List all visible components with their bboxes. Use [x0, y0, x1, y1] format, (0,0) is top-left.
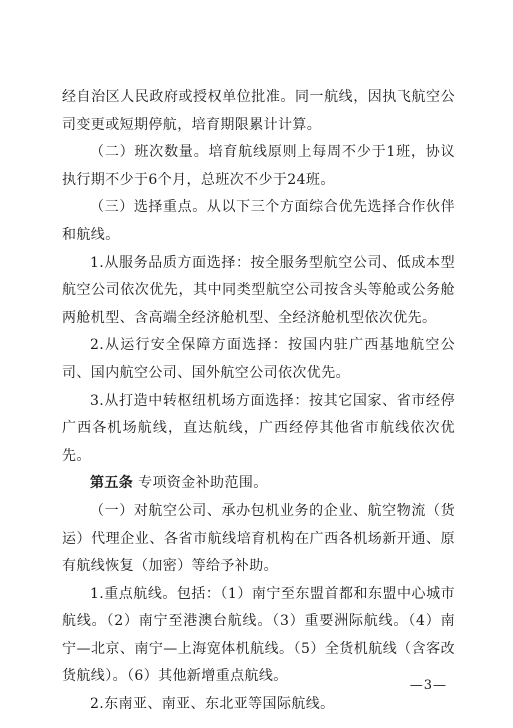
paragraph-selection-focus: （三）选择重点。从以下三个方面综合优先选择合作伙伴和航线。	[62, 199, 455, 243]
paragraph-international-routes: 2.东南亚、南亚、东北亚等国际航线。	[90, 696, 335, 713]
page-number: —3—	[409, 678, 447, 693]
article-number: 第五条	[90, 475, 134, 492]
article-title: 专项资金补助范围。	[138, 475, 268, 492]
paragraph-continuation: 经自治区人民政府或授权单位批准。同一航线，因执飞航空公司变更或短期停航，培育期限累计计算。	[62, 89, 455, 133]
article-five-heading	[62, 470, 455, 498]
paragraph-hub-airport: 3.从打造中转枢纽机场方面选择：按其它国家、省市经停广西各机场航线，直达航线，广西经停其他省市航线依次优先。	[62, 392, 455, 464]
paragraph-key-routes: 1.重点航线。包括：（1）南宁至东盟首都和东盟中心城市航线。（2）南宁至港澳台航线。（3）重要洲际航线。（4）南宁—北京、南宁—上海宽体机航线。（5）全货机航线（含客改货航线）。（6）其他新增重点航线。	[62, 585, 455, 685]
paragraph-flight-frequency: （二）班次数量。培育航线原则上每周不少于1班，协议执行期不少于6个月，总班次不少于24班。	[62, 144, 455, 188]
document-body	[62, 84, 455, 719]
paragraph-subsidy-scope: （一）对航空公司、承办包机业务的企业、航空物流（货运）代理企业、各省市航线培育机构在广西各机场新开通、原有航线恢复（加密）等给予补助。	[62, 502, 455, 575]
paragraph-service-quality: 1.从服务品质方面选择：按全服务型航空公司、低成本型航空公司依次优先，其中同类型航空公司按含头等舱或公务舱两舱机型、含高端全经济舱机型、全经济舱机型依次优先。	[62, 254, 455, 326]
paragraph-operation-safety: 2.从运行安全保障方面选择：按国内驻广西基地航空公司、国内航空公司、国外航空公司依次优先。	[62, 337, 455, 381]
